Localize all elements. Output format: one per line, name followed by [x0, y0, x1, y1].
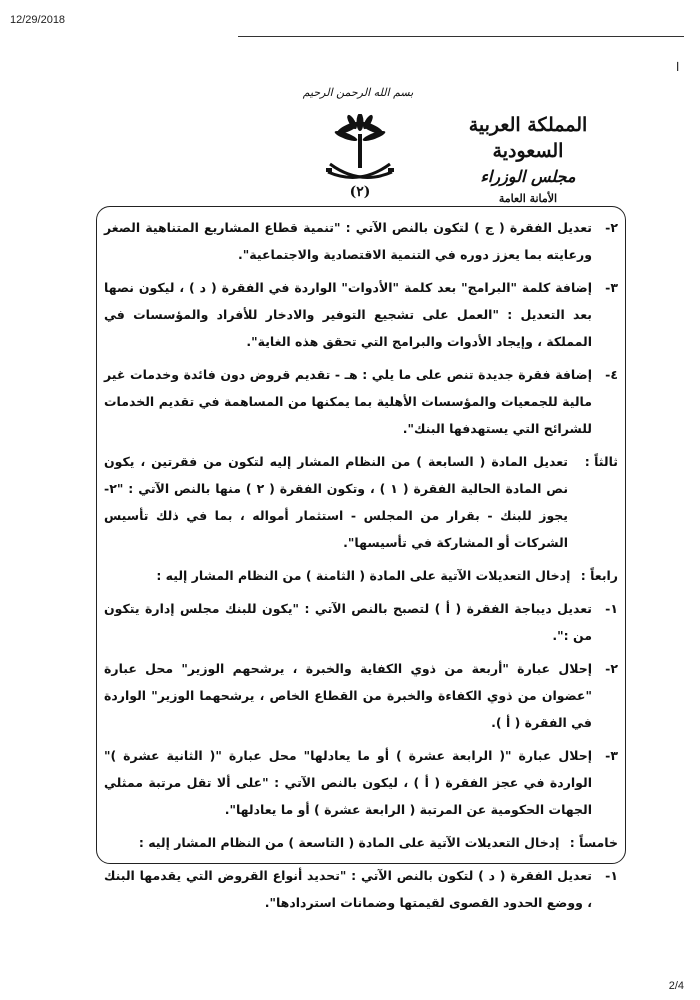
section-text: إدخال التعديلات الآتية على المادة ( التاسعة ) من النظام المشار إليه :: [138, 835, 560, 850]
section-third: [104, 448, 618, 556]
item-number: ١-: [605, 601, 618, 616]
document-body: [104, 214, 618, 922]
saudi-emblem-icon: [322, 114, 398, 188]
item-text: إحلال عبارة "أربعة من ذوي الكفاية والخبرة ، يرشحهم الوزير" محل عبارة "عضوان من ذوي الكفاءة والخبرة من القطاع الخاص ، يرشحهما الوزير" الواردة في الفقرة ( أ ).: [104, 661, 592, 730]
item-text: إضافة كلمة "البرامج" بعد كلمة "الأدوات" الواردة في الفقرة ( د ) ، ليكون نصها بعد التعديل : "العمل على تشجيع التوفير والادخار للأفراد والمؤسسات في المملكة ، وإيجاد الأدوات والبرامج التي تحقق هذه الغاية".: [104, 280, 592, 349]
section-label: رابعاً :: [580, 568, 618, 583]
list-item: [104, 862, 618, 916]
list-item: [104, 655, 618, 736]
council-name: مجلس الوزراء: [480, 167, 576, 186]
basmala: بسم الله الرحمن الرحيم: [302, 86, 414, 99]
item-text: إحلال عبارة "( الرابعة عشرة ) أو ما يعادلها" محل عبارة "( الثانية عشرة )" الواردة في عجز الفقرة ( أ ) ، ليكون بالنص الآتي : "على ألا تقل مرتبة ممثلي الجهات الحكومية عن المرتبة ( الرابعة عشرة ) أو ما يعادلها".: [104, 748, 592, 817]
item-number: ٤-: [605, 367, 618, 382]
item-text: إضافة فقرة جديدة تنص على ما يلي : هـ - تقديم قروض دون فائدة وخدمات غير مالية للجمعيات والمؤسسات الأهلية بما يمكنها من المساهمة في تقديم الخدمات للشرائح التي يستهدفها البنك".: [104, 367, 592, 436]
section-fifth-heading: [104, 829, 618, 856]
item-number: ٢-: [605, 220, 618, 235]
list-item: [104, 595, 618, 649]
section-text: إدخال التعديلات الآتية على المادة ( الثامنة ) من النظام المشار إليه :: [156, 568, 571, 583]
page-counter: 2/4: [668, 980, 684, 992]
item-number: ٣-: [605, 748, 618, 763]
section-label: ثالثاً :: [584, 454, 618, 469]
section-fourth-heading: [104, 562, 618, 589]
section-text: تعديل المادة ( السابعة ) من النظام المشار إليه لتكون من فقرتين ، يكون نص المادة الحالية الفقرة ( ١ ) ، وتكون الفقرة ( ٢ ) منها بالنص الآتي : "٢- يجوز للبنك - بقرار من المجلس - استثمار أمواله ، بما في ذلك تأسيس الشركات أو المشاركة في تأسيسها".: [104, 454, 569, 550]
page-mark: ا: [676, 60, 680, 74]
header-rule: [238, 36, 684, 37]
item-number: ١-: [605, 868, 618, 883]
page-number: (٢): [349, 184, 371, 200]
list-item: [104, 361, 618, 442]
kingdom-name: المملكة العربية السعودية: [468, 114, 588, 162]
item-number: ٢-: [605, 661, 618, 676]
item-number: ٣-: [605, 280, 618, 295]
item-text: تعديل الفقرة ( د ) لتكون بالنص الآتي : "تحديد أنواع القروض التي يقدمها البنك ، ووضع الحدود القصوى لقيمتها وضمانات استردادها".: [104, 868, 592, 910]
secretariat-name: الأمانة العامة: [498, 192, 558, 205]
section-label: خامساً :: [569, 835, 618, 850]
letterhead: [438, 112, 618, 208]
item-text: تعديل الفقرة ( ج ) لتكون بالنص الآتي : "تنمية قطاع المشاريع المتناهية الصغر ورعايته بما يعزز دوره في التنمية الاقتصادية والاجتماعية".: [104, 220, 592, 262]
list-item: [104, 214, 618, 268]
list-item: [104, 742, 618, 823]
list-item: [104, 274, 618, 355]
item-text: تعديل ديباجة الفقرة ( أ ) لتصبح بالنص الآتي : "يكون للبنك مجلس إدارة يتكون من :".: [104, 601, 592, 643]
print-date: 12/29/2018: [10, 14, 66, 26]
